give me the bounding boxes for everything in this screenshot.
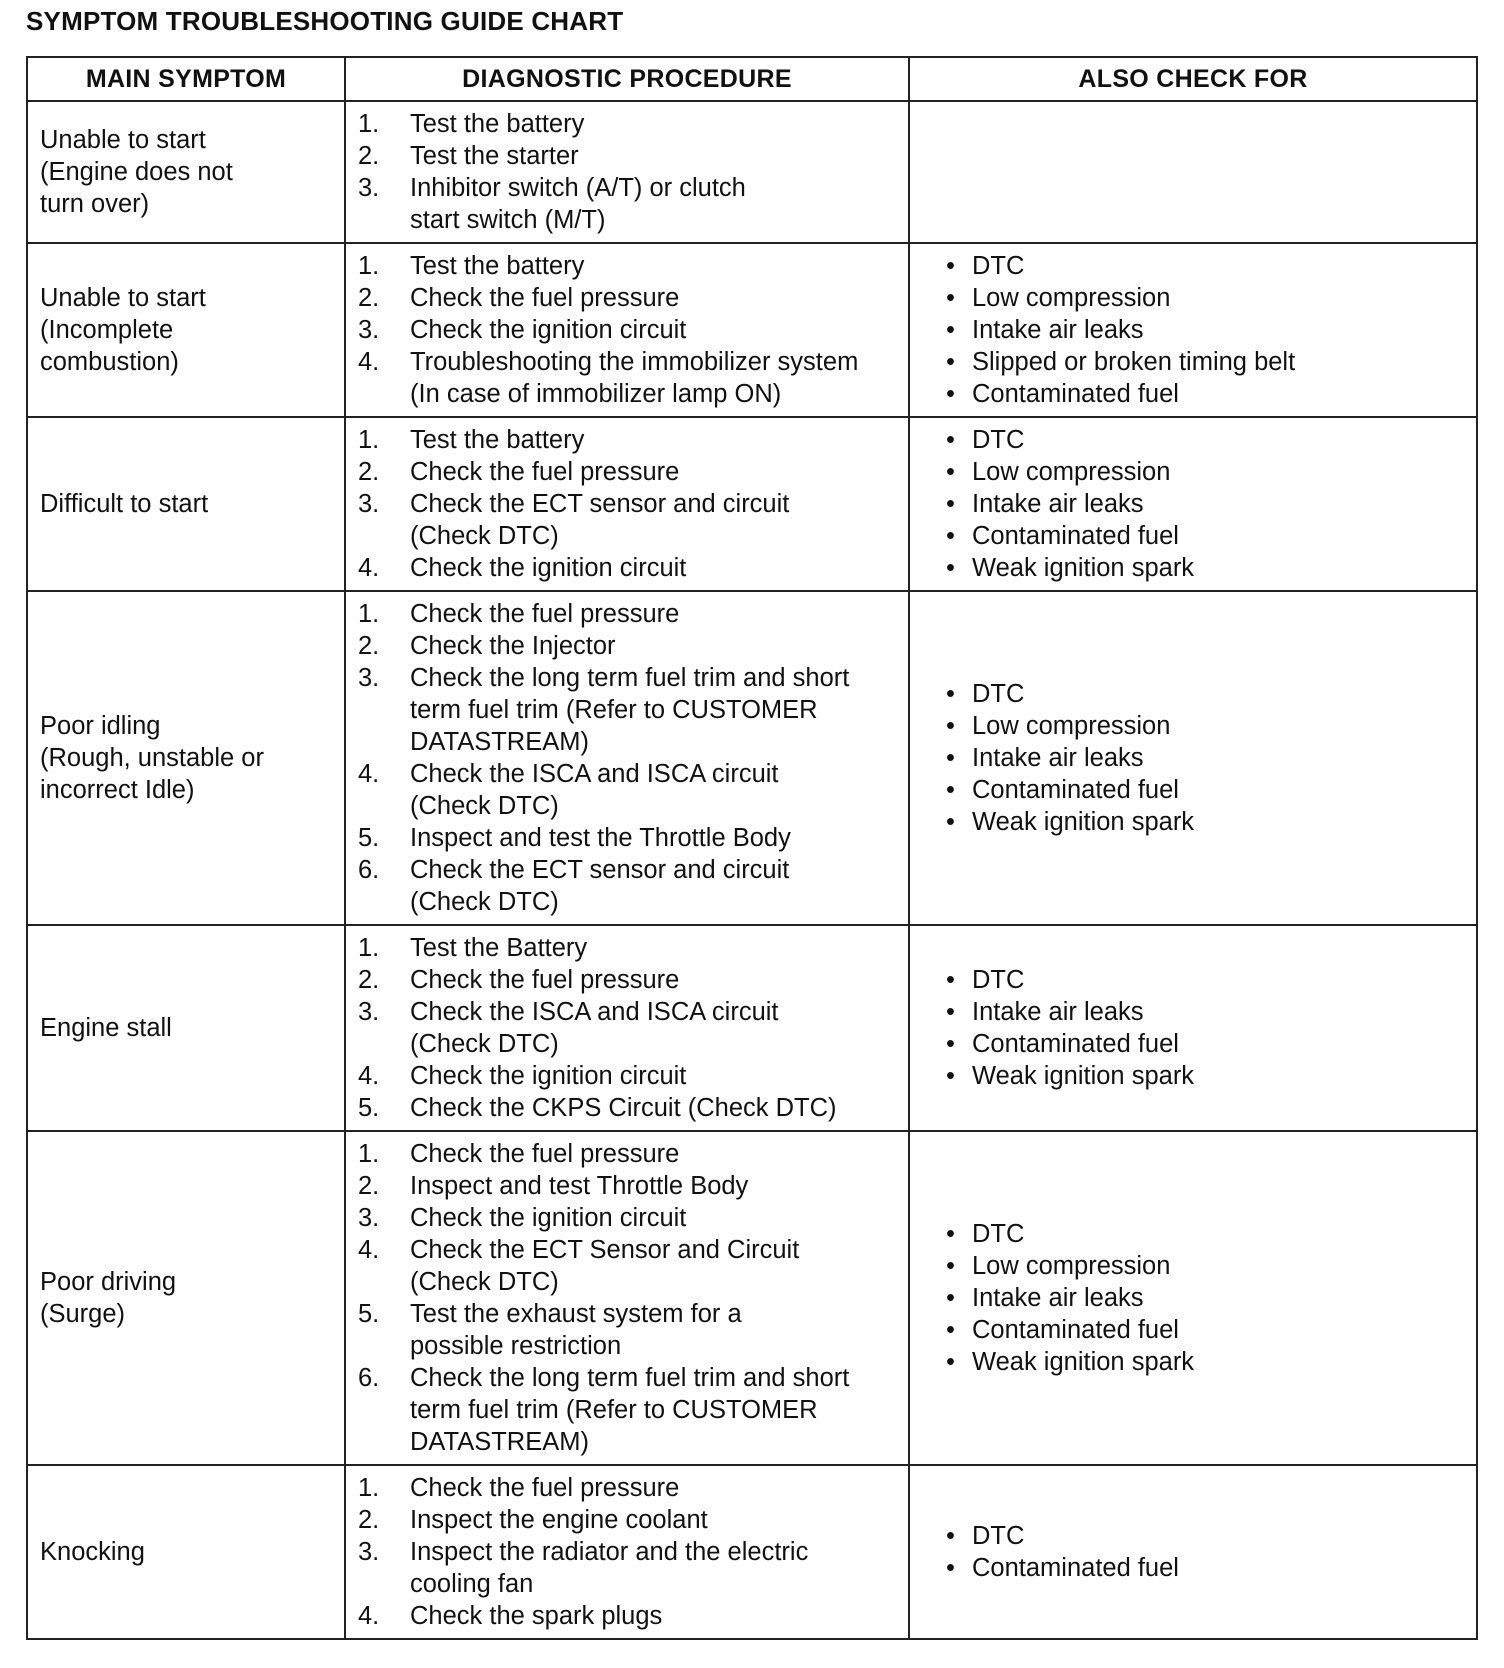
- step-number: 4.: [358, 1062, 380, 1090]
- step-text: (Check DTC): [410, 522, 559, 550]
- step-text: Check the fuel pressure: [410, 1474, 680, 1502]
- step-number: 2.: [358, 458, 380, 486]
- procedure-step: [358, 1298, 898, 1362]
- also-check-item: • Intake air leaks: [946, 996, 1466, 1028]
- step-number: 3.: [358, 998, 380, 1026]
- step-text: Check the Injector: [410, 632, 616, 660]
- also-check-cell: [909, 417, 1477, 591]
- also-check-item: • DTC: [946, 1218, 1466, 1250]
- procedure-cell: [345, 1465, 909, 1639]
- step-text: DATASTREAM): [410, 1428, 589, 1456]
- also-check-list: [946, 424, 1466, 584]
- step-number: 1.: [358, 934, 380, 962]
- step-text: Check the ISCA and ISCA circuit: [410, 760, 779, 788]
- step-number: 5.: [358, 1094, 380, 1122]
- step-text: Check the ignition circuit: [410, 554, 687, 582]
- procedure-step: [358, 1138, 898, 1170]
- step-text: Check the CKPS Circuit (Check DTC): [410, 1094, 837, 1122]
- step-number: 1.: [358, 252, 380, 280]
- step-text: Check the ignition circuit: [410, 1062, 687, 1090]
- also-check-item: • Contaminated fuel: [946, 1314, 1466, 1346]
- table-body: [27, 101, 1477, 1639]
- step-text: Test the battery: [410, 426, 585, 454]
- procedure-step: [358, 1362, 898, 1458]
- symptom-text: Knocking: [40, 1538, 145, 1566]
- also-check-item: • DTC: [946, 1520, 1466, 1552]
- step-text: Test the exhaust system for a: [410, 1300, 742, 1328]
- symptom-text: Unable to start: [40, 284, 206, 312]
- step-text: (Check DTC): [410, 888, 559, 916]
- procedure-step: [358, 630, 898, 662]
- also-check-item: • Contaminated fuel: [946, 520, 1466, 552]
- step-text: (Check DTC): [410, 792, 559, 820]
- step-number: 3.: [358, 664, 380, 692]
- also-check-cell: [909, 591, 1477, 925]
- procedure-cell: [345, 1131, 909, 1465]
- step-number: 5.: [358, 1300, 380, 1328]
- procedure-step: [358, 1536, 898, 1600]
- procedure-step: [358, 598, 898, 630]
- also-check-item: • DTC: [946, 250, 1466, 282]
- procedure-step: [358, 108, 898, 140]
- step-number: 1.: [358, 1140, 380, 1168]
- step-text: Check the ECT sensor and circuit: [410, 490, 790, 518]
- also-check-item: • Weak ignition spark: [946, 1060, 1466, 1092]
- step-number: 4.: [358, 1236, 380, 1264]
- symptom-cell: [27, 925, 345, 1131]
- procedure-list: [358, 598, 898, 918]
- also-check-item: • Intake air leaks: [946, 742, 1466, 774]
- procedure-list: [358, 1472, 898, 1632]
- step-text: Inhibitor switch (A/T) or clutch: [410, 174, 746, 202]
- step-text: Test the battery: [410, 110, 585, 138]
- step-text: term fuel trim (Refer to CUSTOMER: [410, 1396, 818, 1424]
- step-text: start switch (M/T): [410, 206, 606, 234]
- procedure-step: [358, 314, 898, 346]
- table-row: [27, 591, 1477, 925]
- procedure-step: [358, 932, 898, 964]
- procedure-step: [358, 172, 898, 236]
- symptom-cell: [27, 101, 345, 243]
- step-number: 1.: [358, 110, 380, 138]
- procedure-step: [358, 1202, 898, 1234]
- step-text: cooling fan: [410, 1570, 534, 1598]
- procedure-step: [358, 662, 898, 758]
- step-text: Check the fuel pressure: [410, 284, 680, 312]
- procedure-cell: [345, 417, 909, 591]
- document-title: SYMPTOM TROUBLESHOOTING GUIDE CHART: [26, 6, 624, 36]
- step-text: Inspect the engine coolant: [410, 1506, 708, 1534]
- step-text: Inspect and test the Throttle Body: [410, 824, 791, 852]
- step-number: 3.: [358, 490, 380, 518]
- procedure-cell: [345, 925, 909, 1131]
- also-check-item: • DTC: [946, 964, 1466, 996]
- procedure-step: [358, 140, 898, 172]
- procedure-list: [358, 932, 898, 1124]
- also-check-list: [946, 250, 1466, 410]
- also-check-item: • Low compression: [946, 456, 1466, 488]
- procedure-step: [358, 1600, 898, 1632]
- symptom-text: (Surge): [40, 1300, 126, 1328]
- symptom-cell: [27, 417, 345, 591]
- step-number: 2.: [358, 1506, 380, 1534]
- also-check-list: [946, 1520, 1466, 1584]
- symptom-cell: [27, 243, 345, 417]
- also-check-item: • Intake air leaks: [946, 1282, 1466, 1314]
- procedure-cell: [345, 101, 909, 243]
- symptom-text: Poor driving: [40, 1268, 177, 1296]
- step-text: Check the ignition circuit: [410, 1204, 687, 1232]
- step-text: (In case of immobilizer lamp ON): [410, 380, 782, 408]
- procedure-step: [358, 1234, 898, 1298]
- step-text: Check the spark plugs: [410, 1602, 663, 1630]
- step-text: possible restriction: [410, 1332, 622, 1360]
- also-check-item: • Low compression: [946, 282, 1466, 314]
- table-row: [27, 1131, 1477, 1465]
- procedure-step: [358, 282, 898, 314]
- also-check-cell: [909, 925, 1477, 1131]
- step-number: 2.: [358, 632, 380, 660]
- procedure-step: [358, 424, 898, 456]
- also-check-item: • Intake air leaks: [946, 488, 1466, 520]
- step-text: (Check DTC): [410, 1030, 559, 1058]
- procedure-list: [358, 108, 898, 236]
- also-check-item: • Contaminated fuel: [946, 1552, 1466, 1584]
- step-text: Check the ISCA and ISCA circuit: [410, 998, 779, 1026]
- step-text: Test the Battery: [410, 934, 588, 962]
- step-text: Test the starter: [410, 142, 579, 170]
- procedure-step: [358, 1092, 898, 1124]
- step-number: 4.: [358, 348, 380, 376]
- symptom-text: Difficult to start: [40, 490, 209, 518]
- also-check-list: [946, 1218, 1466, 1378]
- also-check-item: • Weak ignition spark: [946, 1346, 1466, 1378]
- symptom-text: turn over): [40, 190, 150, 218]
- step-number: 1.: [358, 1474, 380, 1502]
- step-text: Check the fuel pressure: [410, 600, 680, 628]
- also-check-item: • Weak ignition spark: [946, 806, 1466, 838]
- header-diagnostic-procedure: DIAGNOSTIC PROCEDURE: [345, 57, 909, 101]
- step-number: 2.: [358, 966, 380, 994]
- step-text: Check the long term fuel trim and short: [410, 664, 850, 692]
- header-main-symptom: MAIN SYMPTOM: [27, 57, 345, 101]
- also-check-item: • Intake air leaks: [946, 314, 1466, 346]
- also-check-cell: [909, 1131, 1477, 1465]
- symptom-cell: [27, 591, 345, 925]
- step-text: Check the long term fuel trim and short: [410, 1364, 850, 1392]
- header-row: [27, 57, 1477, 101]
- procedure-step: [358, 758, 898, 822]
- step-text: Check the fuel pressure: [410, 1140, 680, 1168]
- step-number: 1.: [358, 600, 380, 628]
- procedure-cell: [345, 591, 909, 925]
- step-text: Inspect and test Throttle Body: [410, 1172, 749, 1200]
- header-also-check-for: ALSO CHECK FOR: [909, 57, 1477, 101]
- procedure-step: [358, 1504, 898, 1536]
- table-row: [27, 417, 1477, 591]
- step-number: 5.: [358, 824, 380, 852]
- procedure-list: [358, 424, 898, 584]
- step-number: 3.: [358, 174, 380, 202]
- table-row: [27, 925, 1477, 1131]
- symptom-text: combustion): [40, 348, 179, 376]
- step-number: 2.: [358, 284, 380, 312]
- procedure-step: [358, 996, 898, 1060]
- also-check-item: • DTC: [946, 424, 1466, 456]
- procedure-cell: [345, 243, 909, 417]
- procedure-step: [358, 1472, 898, 1504]
- procedure-step: [358, 1170, 898, 1202]
- step-number: 4.: [358, 554, 380, 582]
- procedure-list: [358, 250, 898, 410]
- symptom-text: (Engine does not: [40, 158, 233, 186]
- step-text: Check the ECT sensor and circuit: [410, 856, 790, 884]
- also-check-item: • Low compression: [946, 710, 1466, 742]
- step-number: 3.: [358, 1204, 380, 1232]
- also-check-item: • DTC: [946, 678, 1466, 710]
- step-text: DATASTREAM): [410, 728, 589, 756]
- procedure-step: [358, 552, 898, 584]
- step-text: Check the ECT Sensor and Circuit: [410, 1236, 800, 1264]
- symptom-text: Poor idling: [40, 712, 161, 740]
- step-number: 6.: [358, 1364, 380, 1392]
- also-check-cell: [909, 1465, 1477, 1639]
- procedure-step: [358, 964, 898, 996]
- procedure-step: [358, 488, 898, 552]
- procedure-step: [358, 822, 898, 854]
- step-text: Inspect the radiator and the electric: [410, 1538, 809, 1566]
- step-text: (Check DTC): [410, 1268, 559, 1296]
- step-number: 1.: [358, 426, 380, 454]
- step-number: 6.: [358, 856, 380, 884]
- step-text: term fuel trim (Refer to CUSTOMER: [410, 696, 818, 724]
- symptom-text: (Rough, unstable or: [40, 744, 264, 772]
- also-check-list: [946, 678, 1466, 838]
- step-number: 3.: [358, 316, 380, 344]
- symptom-text: Engine stall: [40, 1014, 172, 1042]
- step-number: 3.: [358, 1538, 380, 1566]
- also-check-item: • Contaminated fuel: [946, 378, 1466, 410]
- step-text: Test the battery: [410, 252, 585, 280]
- table-row: [27, 1465, 1477, 1639]
- step-text: Check the fuel pressure: [410, 966, 680, 994]
- procedure-list: [358, 1138, 898, 1458]
- table-row: [27, 243, 1477, 417]
- also-check-cell: [909, 243, 1477, 417]
- step-text: Troubleshooting the immobilizer system: [410, 348, 859, 376]
- step-number: 2.: [358, 1172, 380, 1200]
- also-check-cell: [909, 101, 1477, 243]
- procedure-step: [358, 456, 898, 488]
- troubleshooting-table: [26, 56, 1478, 1640]
- symptom-cell: [27, 1131, 345, 1465]
- symptom-cell: [27, 1465, 345, 1639]
- symptom-text: Unable to start: [40, 126, 206, 154]
- also-check-item: • Contaminated fuel: [946, 1028, 1466, 1060]
- also-check-item: • Low compression: [946, 1250, 1466, 1282]
- symptom-text: (Incomplete: [40, 316, 174, 344]
- also-check-list: [946, 964, 1466, 1092]
- table-row: [27, 101, 1477, 243]
- step-number: 4.: [358, 760, 380, 788]
- symptom-text: incorrect Idle): [40, 776, 195, 804]
- also-check-item: • Weak ignition spark: [946, 552, 1466, 584]
- also-check-item: • Contaminated fuel: [946, 774, 1466, 806]
- procedure-step: [358, 346, 898, 410]
- procedure-step: [358, 854, 898, 918]
- step-number: 2.: [358, 142, 380, 170]
- procedure-step: [358, 1060, 898, 1092]
- also-check-item: • Slipped or broken timing belt: [946, 346, 1466, 378]
- step-text: Check the ignition circuit: [410, 316, 687, 344]
- step-number: 4.: [358, 1602, 380, 1630]
- step-text: Check the fuel pressure: [410, 458, 680, 486]
- procedure-step: [358, 250, 898, 282]
